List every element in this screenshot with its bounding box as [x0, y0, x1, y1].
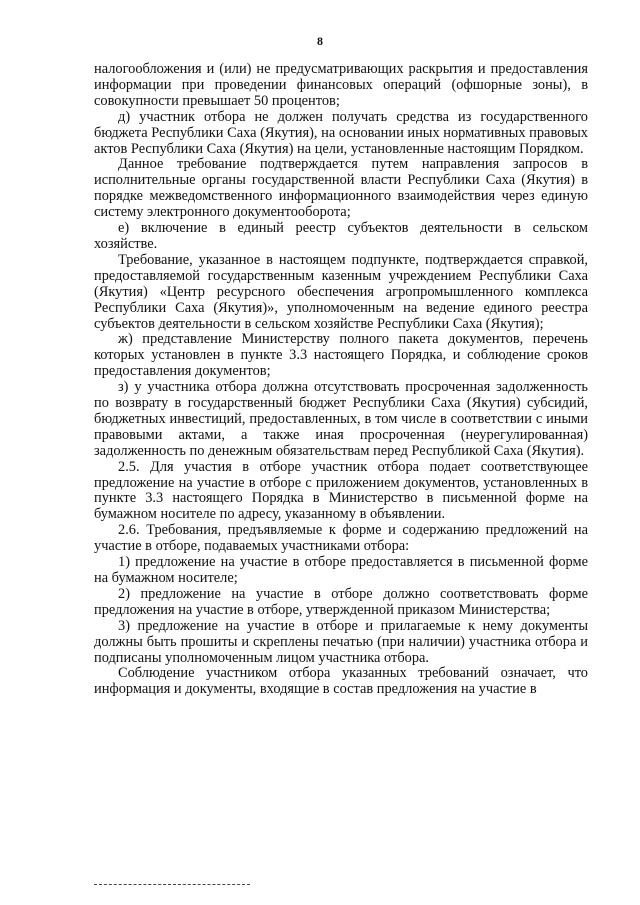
paragraph: д) участник отбора не должен получать средства из государственного бюджета Республики Саха (Якутия), на основании иных нормативных правовых актов Республики Саха (Якутия) на цели, установленные настоящим Порядком. — [94, 108, 588, 157]
paragraph: 2.5. Для участия в отборе участник отбора подает соответствующее предложение на участие в отборе с приложением документов, установленных в пункте 3.3 настоящего Порядка в Министерство в письменной форме на бумажном носителе по адресу, указанному в объявлении. — [94, 458, 588, 523]
page-number: 8 — [317, 34, 323, 48]
paragraph: Соблюдение участником отбора указанных требований означает, что информация и документы, входящие в состав предложения на участие в — [94, 665, 588, 698]
paragraph: 3) предложение на участие в отборе и прилагаемые к нему документы должны быть прошиты и скреплены печатью (при наличии) участника отбора и подписаны уполномоченным лицом участника отбора. — [94, 617, 588, 666]
paragraph: налогообложения и (или) не предусматривающих раскрытия и предоставления информации при проведении финансовых операций (офшорные зоны), в совокупности превышает 50 процентов; — [94, 61, 588, 109]
paragraph: 1) предложение на участие в отборе предоставляется в письменной форме на бумажном носителе; — [94, 554, 588, 586]
paragraph: 2) предложение на участие в отборе должно соответствовать форме предложения на участие в отборе, утвержденной приказом Министерства; — [94, 585, 588, 618]
paragraph: з) у участника отбора должна отсутствовать просроченная задолженность по возврату в государственный бюджет Республики Саха (Якутия) субсидий, бюджетных инвестиций, предоставленных, в том числе в соответствии с иными правовыми актами, а также иная просроченная (неурегулированная) задолженность по денежным обязательствам перед Республикой Саха (Якутия). — [94, 379, 588, 459]
paragraph: 2.6. Требования, предъявляемые к форме и содержанию предложений на участие в отборе, подаваемых участниками отбора: — [94, 522, 588, 555]
paragraph: Данное требование подтверждается путем направления запросов в исполнительные органы государственной власти Республики Саха (Якутия) в порядке межведомственного информационного взаимодействия через единую систему электронного документооборота; — [94, 156, 588, 221]
paragraph: ж) представление Министерству полного пакета документов, перечень которых установлен в пункте 3.3 настоящего Порядка, и соблюдение сроков предоставления документов; — [94, 331, 588, 380]
paragraph: е) включение в единый реестр субъектов деятельности в сельском хозяйстве. — [94, 220, 588, 252]
paragraph: Требование, указанное в настоящем подпункте, подтверждается справкой, предоставляемой государственным казенным учреждением Республики Саха (Якутия) «Центр ресурсного обеспечения агропромышленного комплекса Республики Саха (Якутия)», уполномоченным на ведение единого реестра субъектов деятельности в сельском хозяйстве Республики Саха (Якутия); — [94, 251, 588, 332]
footer-divider — [94, 884, 250, 885]
document-body — [94, 62, 588, 698]
